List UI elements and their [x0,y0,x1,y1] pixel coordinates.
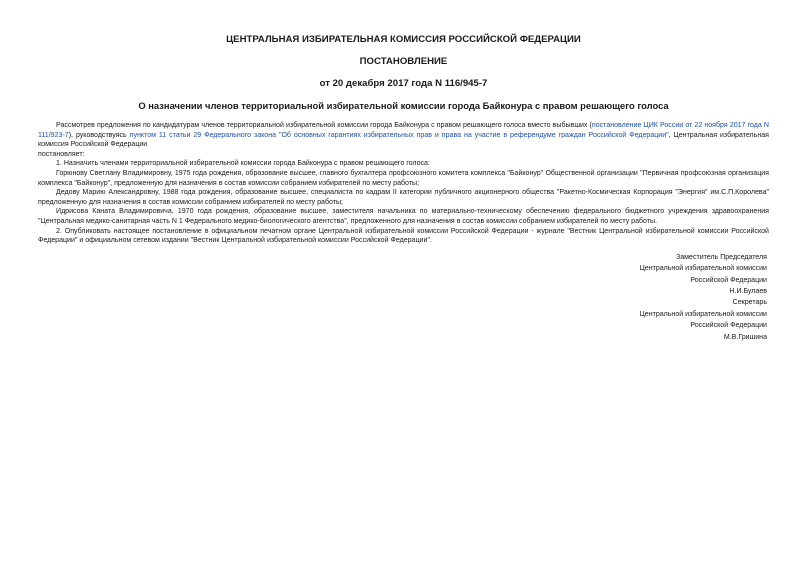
signature-block [38,252,769,343]
item-appointee-goryunova: Горюнову Светлану Владимировну, 1975 года рождения, образование высшее, главного бухгалтера профсоюзного комитета комплекса "Байконур" Общественной организации "Первичная профсоюзная организация комплекса "Байконур", предложенную для назначения в состав комиссии собранием избирателей по месту работы; [38,169,769,187]
resolves-line: постановляет: [38,150,85,158]
signatory-2-country: Российской Федерации [690,322,767,330]
preamble-text-3: , Центральная избирательная комиссия Российской Федерации [38,131,769,149]
document-type: ПОСТАНОВЛЕНИЕ [359,56,448,67]
preamble-text-2: ), руководствуясь [68,131,130,139]
signatory-1-position: Заместитель Председателя [676,253,767,261]
document-title: О назначении членов территориальной избирательной комиссии города Байконура с правом решающего голоса [138,100,669,111]
federal-law-link[interactable]: пунктом 11 статьи 29 Федерального закона "Об основных гарантиях избирательных прав и права на участие в референдуме граждан Российской Федерации" [129,131,669,139]
cec-resolution-link[interactable]: постановление ЦИК России от 22 ноября 2017 года N 111/923-7 [38,122,769,139]
signatory-1-organization: Центральной избирательной комиссии [639,265,767,273]
item-appointee-idrisov: Идрисова Каната Владимировича, 1970 года рождения, образование высшее, заместителя начальника по материально-техническому обеспечению федерального бюджетного учреждения здравоохранения "Центральная медико-санитарная часть N 1 Федерального медико-биологического агентства", предложенного для назначения в состав комиссии собранием избирателей по месту работы. [38,208,769,225]
signatory-1-country: Российской Федерации [690,276,767,284]
preamble-text-1: Рассмотрев предложения по кандидатурам членов территориальной избирательной комиссии города Байконура с правом решающего голоса вместо выбывших ( [56,122,592,129]
preamble-paragraph [38,121,769,150]
signatory-2-position: Секретарь [732,299,767,307]
item-appointee-dedova: Дедову Марию Александровну, 1988 года рождения, образование высшее, специалиста по кадрам II категории публичного акционерного общества "Ракетно-Космическая Корпорация "Энергия" им.С.П.Королева" предложенную для назначения в состав комиссии собранием избирателей по месту работы; [38,189,769,206]
item-publication: 2. Опубликовать настоящее постановление в официальном печатном органе Центральной избирательной комиссии Российской Федерации - журнале "Вестник Центральной избирательной комиссии Российской Федерации" и официальном сетевом издании "Вестник Центральной избирательной комиссии Российской Федерации". [38,227,769,245]
signatory-1-name: Н.И.Булаев [729,287,767,295]
document-date-number: от 20 декабря 2017 года N 116/945-7 [319,78,488,89]
issuing-organization: ЦЕНТРАЛЬНАЯ ИЗБИРАТЕЛЬНАЯ КОМИССИЯ РОССИЙСКОЙ ФЕДЕРАЦИИ [226,34,581,45]
signatory-2-name: М.В.Гришина [723,333,767,341]
signatory-2-organization: Центральной избирательной комиссии [639,310,767,318]
document-body [38,121,769,246]
item-appoint-members: 1. Назначить членами территориальной избирательной комиссии города Байконура с правом решающего голоса: [56,160,430,168]
